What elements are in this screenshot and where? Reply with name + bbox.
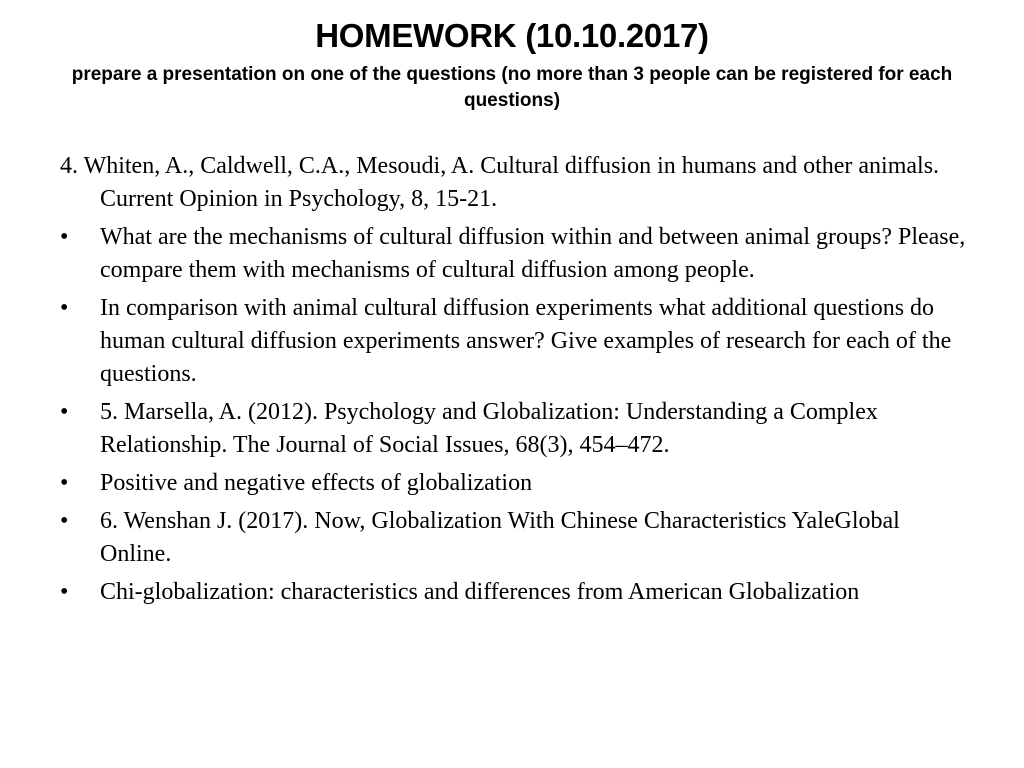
list-item-text: 6. Wenshan J. (2017). Now, Globalization With Chinese Characteristics YaleGlobal Online. xyxy=(100,508,900,567)
bullet-icon: • xyxy=(60,224,69,250)
slide-subtitle: prepare a presentation on one of the questions (no more than 3 people can be registered for each questions) xyxy=(71,64,953,111)
list-item-text: Positive and negative effects of globalization xyxy=(100,470,533,496)
bullet-icon: • xyxy=(60,508,69,534)
bullet-icon: • xyxy=(60,470,69,496)
list-item-question xyxy=(60,221,970,287)
slide-title: HOMEWORK (10.10.2017) xyxy=(315,17,709,54)
list-item-text: What are the mechanisms of cultural diffusion within and between animal groups? Please, compare them with mechanisms of cultural diffusion among people. xyxy=(100,224,966,283)
bullet-icon: • xyxy=(60,295,69,321)
list-item-question xyxy=(60,292,970,391)
list-item-reference-6 xyxy=(60,505,970,571)
list-item-question xyxy=(60,576,970,609)
bullet-icon: • xyxy=(60,579,69,605)
list-item-text: In comparison with animal cultural diffusion experiments what additional questions do human cultural diffusion experiments answer? Give examples of research for each of the questions. xyxy=(100,295,952,387)
title-block xyxy=(40,14,984,114)
homework-list xyxy=(60,150,970,614)
list-item-reference-5 xyxy=(60,396,970,462)
list-item-text: Chi-globalization: characteristics and differences from American Globalization xyxy=(100,579,860,605)
list-item-reference-4 xyxy=(60,150,970,216)
list-item-text: 5. Marsella, A. (2012). Psychology and Globalization: Understanding a Complex Relationship. The Journal of Social Issues, 68(3), 454–472. xyxy=(100,399,878,458)
bullet-icon: • xyxy=(60,399,69,425)
list-item-question xyxy=(60,467,970,500)
list-item-text: 4. Whiten, A., Caldwell, C.A., Mesoudi, A. Cultural diffusion in humans and other animals. Current Opinion in Psychology, 8, 15-21. xyxy=(60,153,940,212)
